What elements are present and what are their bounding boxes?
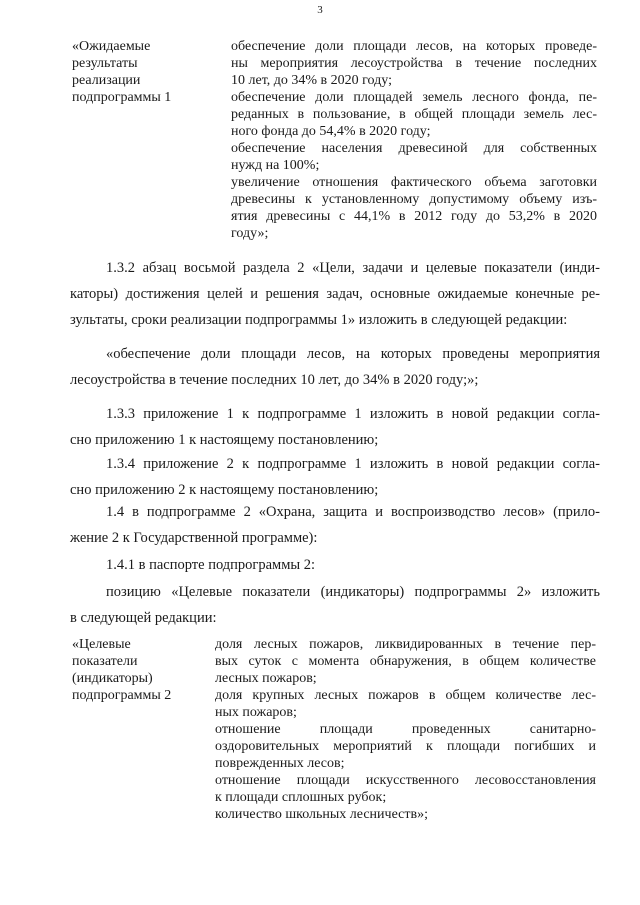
paragraph-1-4-1 xyxy=(70,555,600,575)
label-line: «Целевые xyxy=(72,637,131,652)
text-line: поврежденных лесов; xyxy=(215,756,345,771)
text-line: отношение площади проведенных санитарно- xyxy=(215,722,596,737)
text-line: оздоровительных мероприятий к площади погибших и xyxy=(215,739,596,754)
text-line: к площади сплошных рубок; xyxy=(215,790,387,805)
para-line: каторы) достижения целей и решения задач, основные ожидаемые конечные ре- xyxy=(70,286,600,302)
text-line: количество школьных лесничеств»; xyxy=(215,807,428,822)
para-line: жение 2 к Государственной программе): xyxy=(70,530,318,546)
label-line: (индикаторы) xyxy=(72,671,153,686)
para-line: 1.4 в подпрограмме 2 «Охрана, защита и воспроизводство лесов» (прило- xyxy=(106,504,600,520)
para-line: 1.3.4 приложение 2 к подпрограмме 1 изложить в новой редакции согла- xyxy=(106,456,600,472)
text-line: реданных в пользование, в общей площади земель лес- xyxy=(231,107,597,122)
text-line: ятия древесины с 44,1% в 2012 году до 53,2% в 2020 xyxy=(231,209,597,224)
text-line: нужд на 100%; xyxy=(231,158,320,173)
label-line: «Ожидаемые xyxy=(72,39,151,54)
para-line: 1.3.3 приложение 1 к подпрограмме 1 изложить в новой редакции согла- xyxy=(106,406,600,422)
paragraph-quote xyxy=(70,344,600,390)
text-line: ных пожаров; xyxy=(215,705,297,720)
para-line: позицию «Целевые показатели (индикаторы) подпрограммы 2» изложить xyxy=(106,584,600,600)
block2-text xyxy=(215,636,596,823)
label-line: подпрограммы 2 xyxy=(72,688,172,703)
para-line: лесоустройства в течение последних 10 лет, до 34% в 2020 году;»; xyxy=(70,372,479,388)
para-line: сно приложению 1 к настоящему постановлению; xyxy=(70,432,379,448)
text-line: 10 лет, до 34% в 2020 году; xyxy=(231,73,392,88)
para-line: зультаты, сроки реализации подпрограммы 1» изложить в следующей редакции: xyxy=(70,312,568,328)
block1-label xyxy=(72,38,171,106)
para-line: 1.3.2 абзац восьмой раздела 2 «Цели, задачи и целевые показатели (инди- xyxy=(106,260,600,276)
text-line: доля лесных пожаров, ликвидированных в течение пер- xyxy=(215,637,596,652)
text-line: отношение площади искусственного лесовосстановления xyxy=(215,773,596,788)
text-line: увеличение отношения фактического объема заготовки xyxy=(231,175,597,190)
para-line: 1.4.1 в паспорте подпрограммы 2: xyxy=(106,557,316,573)
text-line: обеспечение доли площади лесов, на которых проведе- xyxy=(231,39,597,54)
paragraph-1-3-2 xyxy=(70,258,600,330)
text-line: обеспечение населения древесиной для собственных xyxy=(231,141,597,156)
block2-label xyxy=(72,636,171,704)
text-line: древесины к установленному допустимому объему изъ- xyxy=(231,192,597,207)
text-line: ного фонда до 54,4% в 2020 году; xyxy=(231,124,431,139)
text-line: ны мероприятия лесоустройства в течение последних xyxy=(231,56,597,71)
label-line: результаты xyxy=(72,56,138,71)
label-line: подпрограммы 1 xyxy=(72,90,172,105)
label-line: показатели xyxy=(72,654,138,669)
text-line: лесных пожаров; xyxy=(215,671,317,686)
paragraph-1-3-4 xyxy=(70,454,600,500)
para-line: «обеспечение доли площади лесов, на которых проведены мероприятия xyxy=(106,346,600,362)
label-line: реализации xyxy=(72,73,141,88)
page-number: 3 xyxy=(317,4,323,16)
para-line: в следующей редакции: xyxy=(70,610,217,626)
text-line: вых суток с момента обнаружения, в общем количестве xyxy=(215,654,596,669)
text-line: доля крупных лесных пожаров в общем количестве лес- xyxy=(215,688,596,703)
paragraph-1-4 xyxy=(70,502,600,548)
text-line: году»; xyxy=(231,226,269,241)
text-line: обеспечение доли площадей земель лесного фонда, пе- xyxy=(231,90,597,105)
para-line: сно приложению 2 к настоящему постановлению; xyxy=(70,482,379,498)
block1-text xyxy=(231,38,597,242)
paragraph-position xyxy=(70,582,600,628)
paragraph-1-3-3 xyxy=(70,404,600,450)
